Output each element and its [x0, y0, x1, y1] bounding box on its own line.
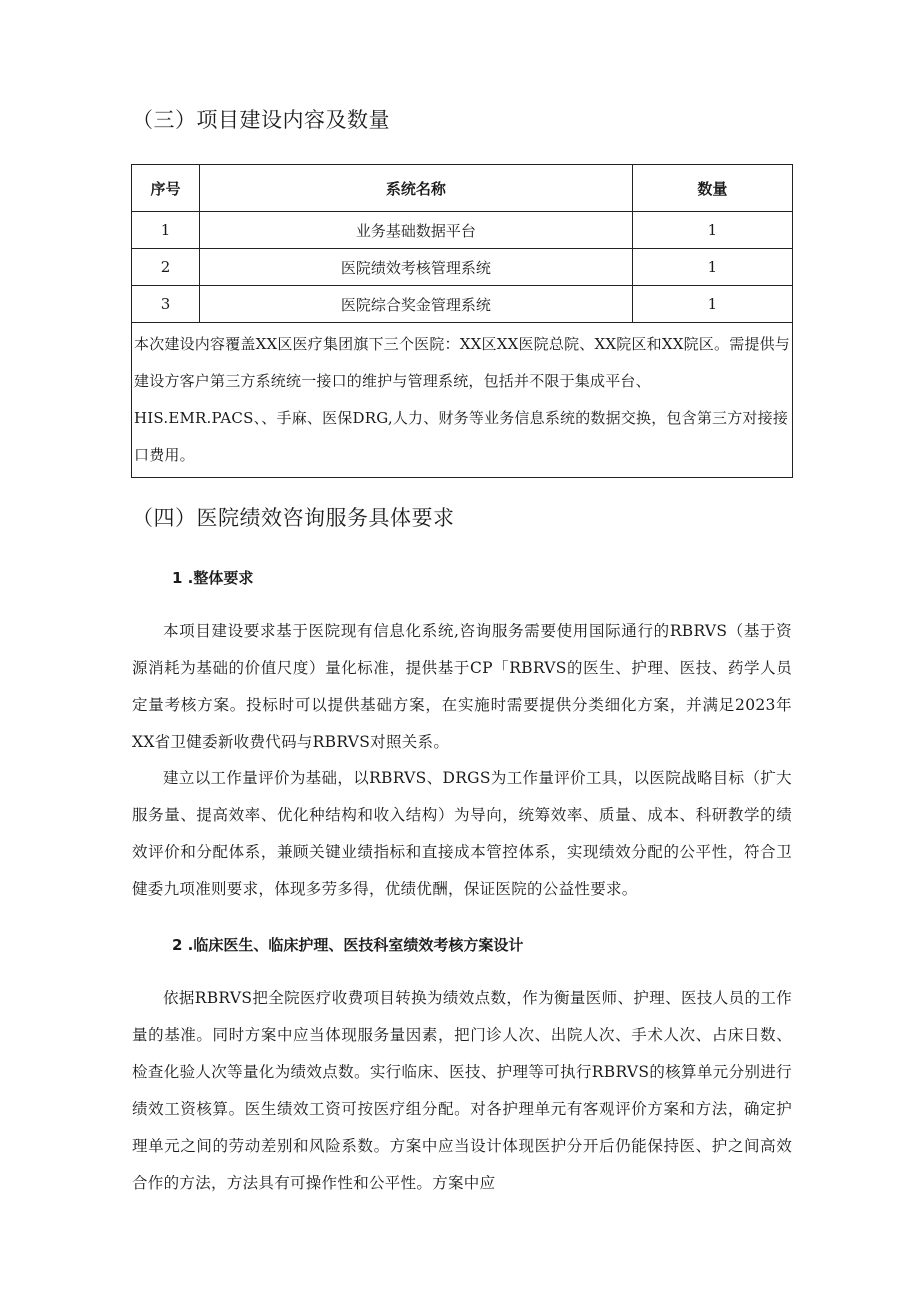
cell-serial: 1 — [132, 212, 200, 249]
cell-quantity: 1 — [632, 249, 792, 286]
paragraph-assessment-1: 依据RBRVS把全院医疗收费项目转换为绩效点数，作为衡量医师、护理、医技人员的工作量的基准。同时方案中应当体现服务量因素，把门诊人次、出院人次、手术人次、占床日数、检查化验人次等量化为绩效点数。实行临床、医技、护理等可执行RBRVS的核算单元分别进行绩效工资核算。医生绩效工资可按医疗组分配。对各护理单元有客观评价方案和方法，确定护理单元之间的劳动差别和风险系数。方案中应当设计体现医护分开后仍能保持医、护之间高效合作的方法，方法具有可操作性和公平性。方案中应 — [132, 989, 792, 1192]
table-note-row — [132, 323, 793, 478]
cell-system-name: 业务基础数据平台 — [200, 212, 633, 249]
table-row — [132, 212, 793, 249]
header-serial-number: 序号 — [132, 165, 200, 212]
header-system-name: 系统名称 — [200, 165, 633, 212]
paragraph-overall-1: 本项目建设要求基于医院现有信息化系统,咨询服务需要使用国际通行的RBRVS（基于资源消耗为基础的价值尺度）量化标准，提供基于CP「RBRVS的医生、护理、医技、药学人员定量考核方案。投标时可以提供基础方案，在实施时需要提供分类细化方案，并满足2023年XX省卫健委新收费代码与RBRVS对照关系。 — [132, 622, 792, 751]
header-quantity: 数量 — [632, 165, 792, 212]
section-title-consulting-requirements: （四）医院绩效咨询服务具体要求 — [132, 506, 455, 530]
subsection-title-assessment-design: 2 .临床医生、临床护理、医技科室绩效考核方案设计 — [172, 936, 524, 954]
construction-content-table — [131, 164, 793, 478]
table-note: 本次建设内容覆盖XX区医疗集团旗下三个医院：XX区XX医院总院、XX院区和XX院区。需提供与建设方客户第三方系统统一接口的维护与管理系统，包括并不限于集成平台、HIS.EMR.PACS、、手麻、医保DRG,人力、财务等业务信息系统的数据交换，包含第三方对接接口费用。 — [132, 323, 793, 478]
cell-quantity: 1 — [632, 212, 792, 249]
table-row — [132, 249, 793, 286]
paragraph-overall-2: 建立以工作量评价为基础，以RBRVS、DRGS为工作量评价工具，以医院战略目标（扩大服务量、提高效率、优化种结构和收入结构）为导向，统筹效率、质量、成本、科研教学的绩效评价和分配体系，兼顾关键业绩指标和直接成本管控体系，实现绩效分配的公平性，符合卫健委九项准则要求，体现多劳多得，优绩优酬，保证医院的公益性要求。 — [132, 769, 792, 898]
cell-quantity: 1 — [632, 286, 792, 323]
cell-system-name: 医院综合奖金管理系统 — [200, 286, 633, 323]
table-header-row — [132, 165, 793, 212]
subsection-title-overall: 1 .整体要求 — [172, 569, 254, 587]
cell-serial: 2 — [132, 249, 200, 286]
table-row — [132, 286, 793, 323]
cell-system-name: 医院绩效考核管理系统 — [200, 249, 633, 286]
section-title-construction-content: （三）项目建设内容及数量 — [132, 108, 390, 132]
cell-serial: 3 — [132, 286, 200, 323]
